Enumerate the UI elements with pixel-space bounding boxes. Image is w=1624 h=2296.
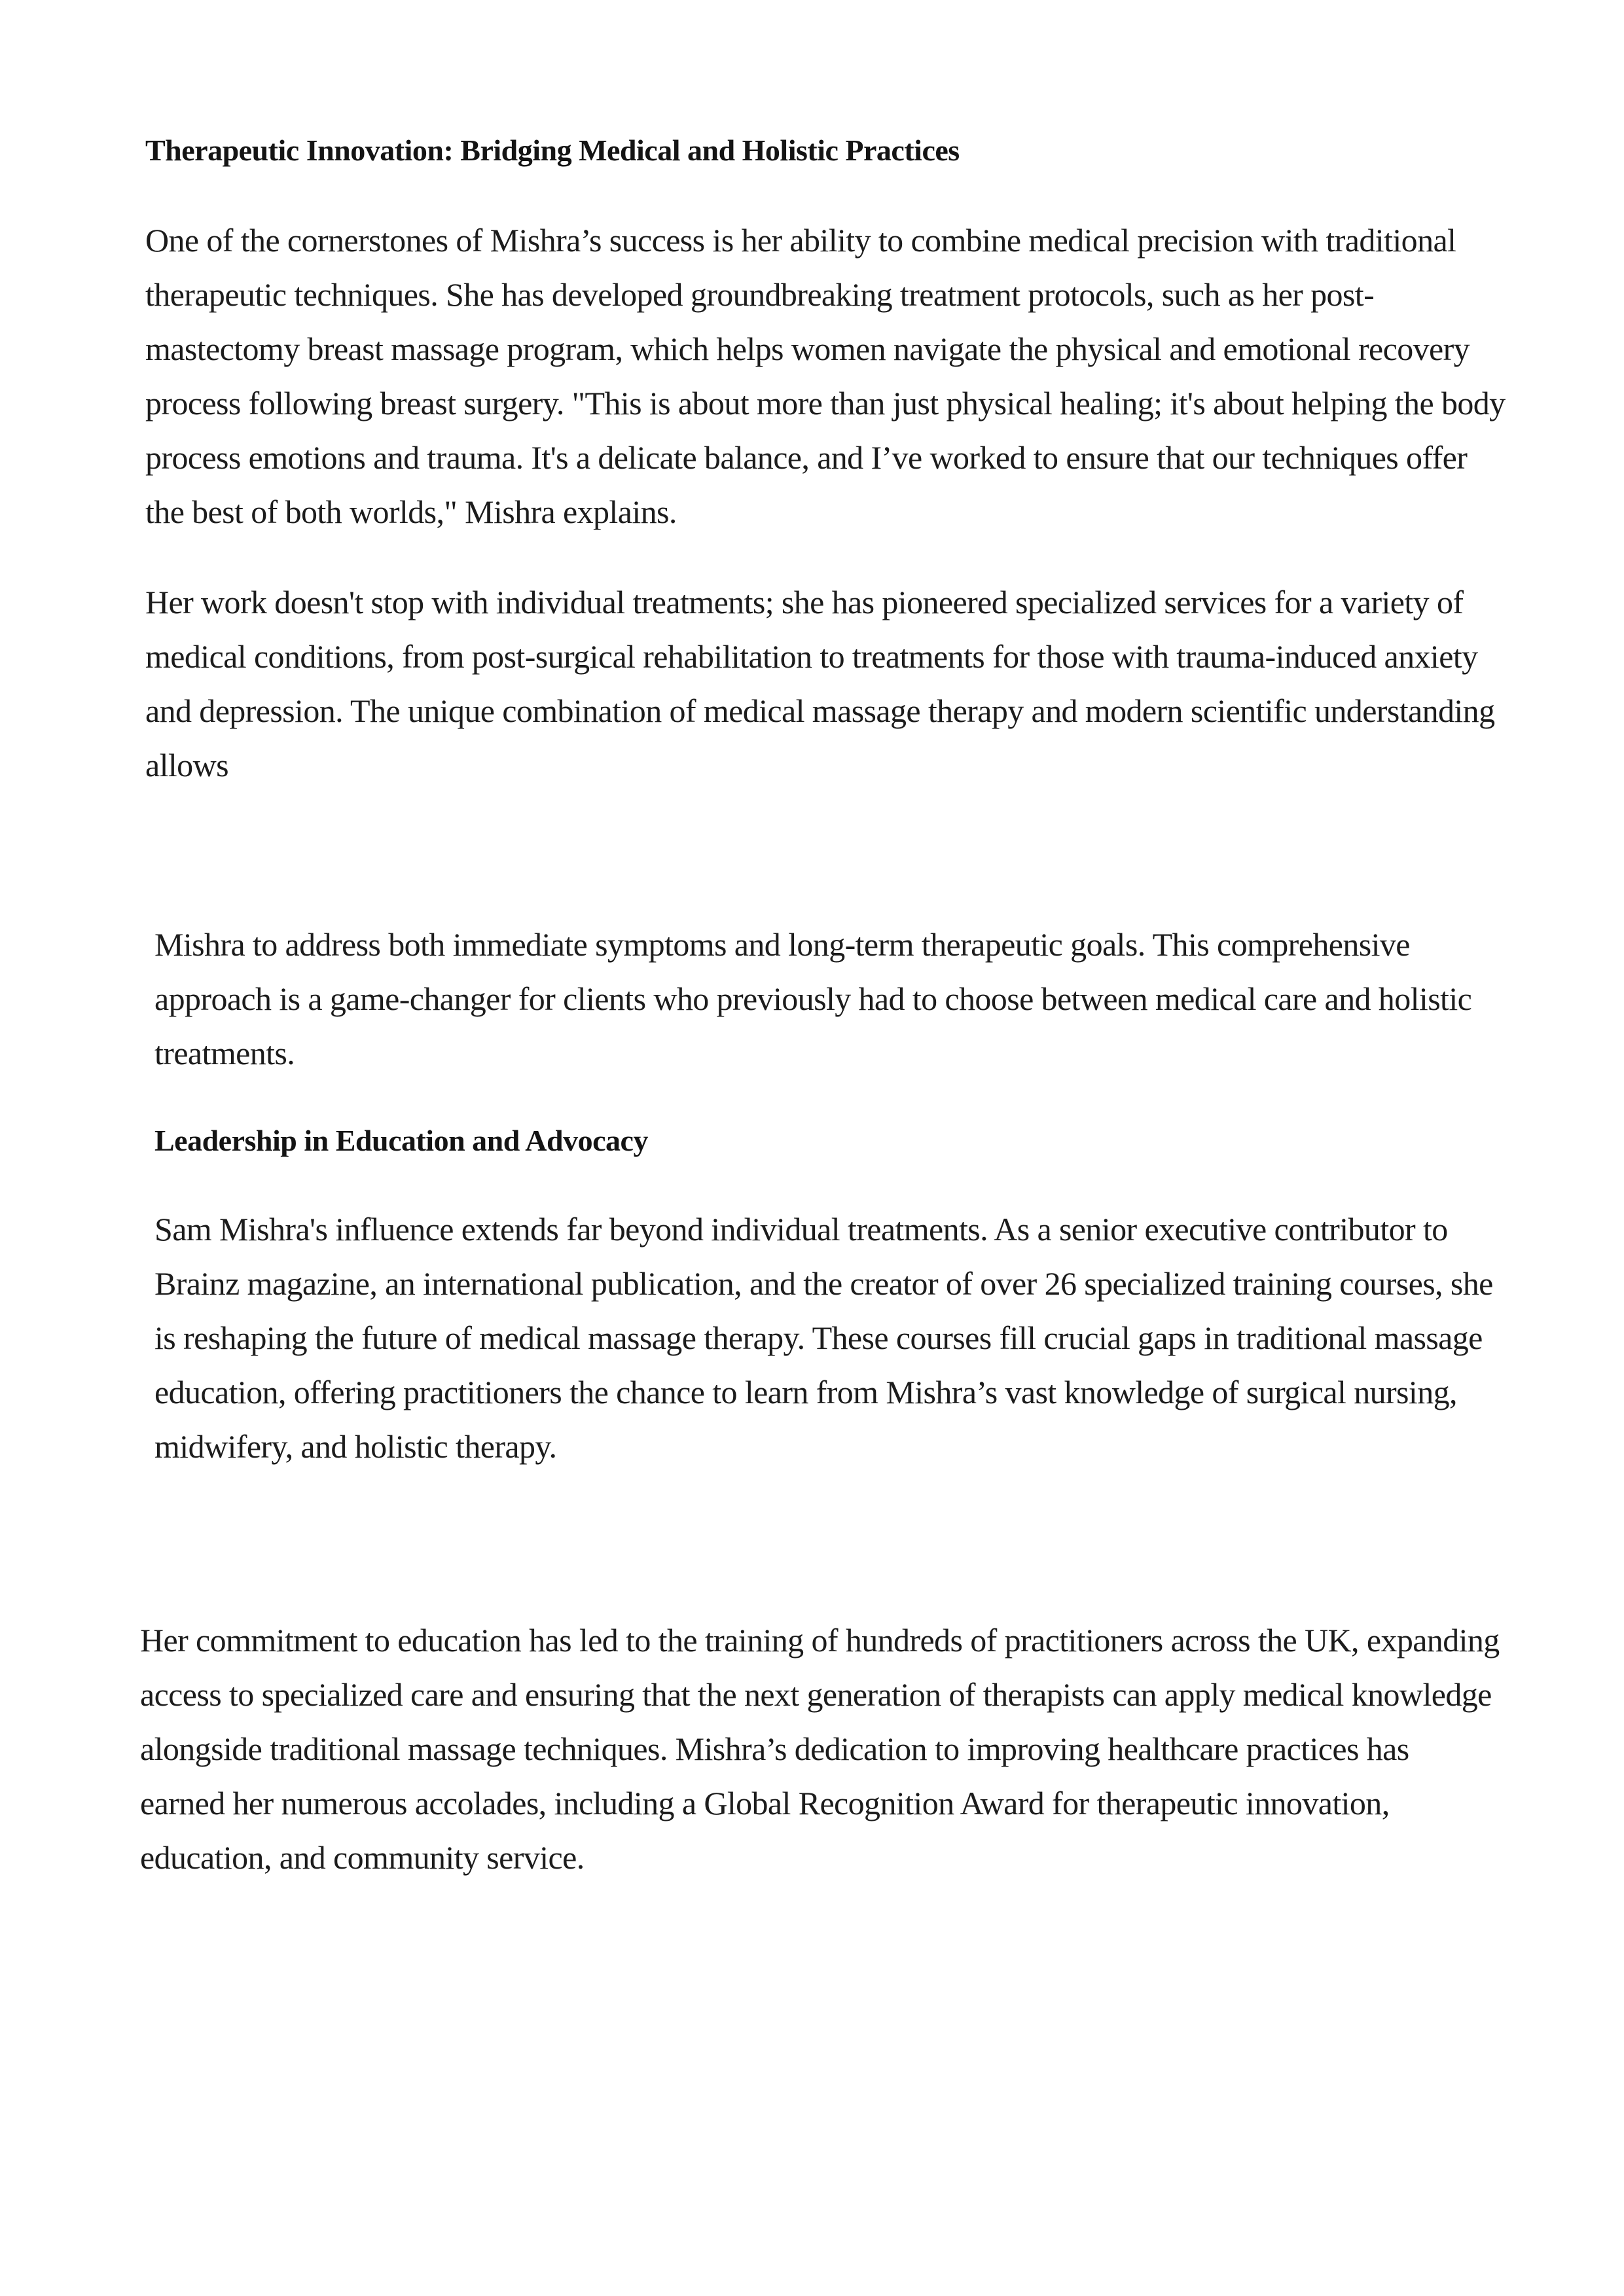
body-paragraph: One of the cornerstones of Mishra’s success is her ability to combine medical precision with traditional therapeutic techniques. She has developed groundbreaking treatment protocols, such as her post-mastectomy breast massage program, which helps women navigate the physical and emotional recovery process following breast surgery. "This is about more than just physical healing; it's about helping the body process emotions and trauma. It's a delicate balance, and I’ve worked to ensure that our techniques offer the best of both worlds," Mishra explains. (145, 222, 1506, 530)
section-heading: Leadership in Education and Advocacy (154, 1124, 648, 1157)
body-paragraph: Her work doesn't stop with individual treatments; she has pioneered specialized services for a variety of medical conditions, from post-surgical rehabilitation to treatments for those with trauma-induced anxiety and depression. The unique combination of medical massage therapy and modern scientific understanding allows (145, 584, 1495, 783)
section-heading: Therapeutic Innovation: Bridging Medical and Holistic Practices (145, 134, 960, 167)
article-section-leadership (154, 918, 1516, 1474)
article-section-education-commitment (140, 1613, 1502, 1885)
article-section-therapeutic-innovation (145, 131, 1507, 793)
body-paragraph: Her commitment to education has led to the training of hundreds of practitioners across the UK, expanding access to specialized care and ensuring that the next generation of therapists can apply medical knowledge alongside traditional massage techniques. Mishra’s dedication to improving healthcare practices has earned her numerous accolades, including a Global Recognition Award for therapeutic innovation, education, and community service. (140, 1622, 1500, 1876)
body-paragraph: Mishra to address both immediate symptoms and long-term therapeutic goals. This comprehensive approach is a game-changer for clients who previously had to choose between medical care and holistic treatments. (154, 926, 1472, 1071)
body-paragraph: Sam Mishra's influence extends far beyond individual treatments. As a senior executive contributor to Brainz magazine, an international publication, and the creator of over 26 specialized training courses, she is reshaping the future of medical massage therapy. These courses fill crucial gaps in traditional massage education, offering practitioners the chance to learn from Mishra’s vast knowledge of surgical nursing, midwifery, and holistic therapy. (154, 1211, 1493, 1465)
